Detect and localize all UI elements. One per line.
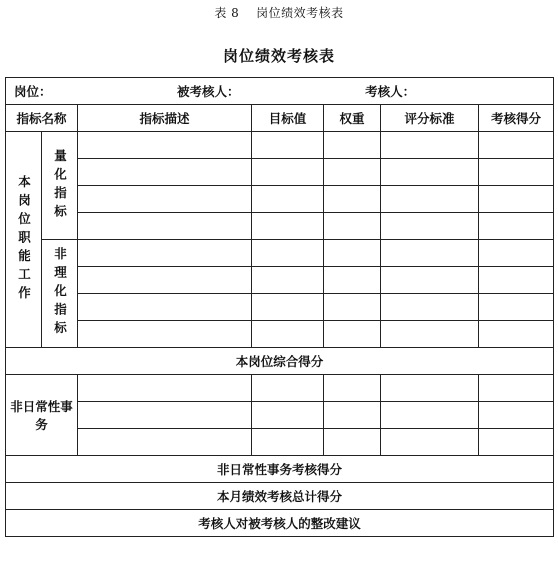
suggestion-label[interactable]: 考核人对被考核人的整改建议 <box>6 510 554 537</box>
group-main-label: 本岗位职能工作 <box>16 174 32 305</box>
table-row <box>6 402 554 429</box>
header-criteria: 评分标准 <box>381 105 479 132</box>
header-description: 指标描述 <box>78 105 252 132</box>
info-row <box>6 78 554 105</box>
entry-cell[interactable] <box>324 186 381 213</box>
header-row <box>6 105 554 132</box>
table-row <box>6 213 554 240</box>
entry-cell[interactable] <box>252 186 324 213</box>
entry-cell[interactable] <box>252 267 324 294</box>
entry-cell[interactable] <box>479 159 554 186</box>
entry-cell[interactable] <box>381 132 479 159</box>
entry-cell[interactable] <box>381 402 479 429</box>
entry-cell[interactable] <box>479 375 554 402</box>
suggestion-row <box>6 510 554 537</box>
entry-cell[interactable] <box>381 375 479 402</box>
nonroutine-total-label: 非日常性事务考核得分 <box>6 456 554 483</box>
entry-cell[interactable] <box>252 375 324 402</box>
entry-cell[interactable] <box>78 186 252 213</box>
entry-cell[interactable] <box>252 213 324 240</box>
table-row <box>6 132 554 159</box>
entry-cell[interactable] <box>324 213 381 240</box>
info-cell <box>6 78 554 105</box>
table-row <box>6 429 554 456</box>
entry-cell[interactable] <box>324 159 381 186</box>
sub-quant-label: 量化指标 <box>52 148 68 223</box>
post-total-row <box>6 348 554 375</box>
entry-cell[interactable] <box>381 159 479 186</box>
entry-cell[interactable] <box>479 132 554 159</box>
entry-cell[interactable] <box>252 240 324 267</box>
entry-cell[interactable] <box>78 375 252 402</box>
entry-cell[interactable] <box>479 321 554 348</box>
entry-cell[interactable] <box>381 294 479 321</box>
entry-cell[interactable] <box>252 132 324 159</box>
entry-cell[interactable] <box>252 429 324 456</box>
entry-cell[interactable] <box>252 294 324 321</box>
entry-cell[interactable] <box>324 321 381 348</box>
entry-cell[interactable] <box>252 321 324 348</box>
performance-assessment-table <box>5 77 554 537</box>
entry-cell[interactable] <box>324 402 381 429</box>
entry-cell[interactable] <box>78 267 252 294</box>
entry-cell[interactable] <box>381 213 479 240</box>
entry-cell[interactable] <box>479 240 554 267</box>
entry-cell[interactable] <box>324 240 381 267</box>
table-row <box>6 159 554 186</box>
month-total-row <box>6 483 554 510</box>
post-total-label: 本岗位综合得分 <box>6 348 554 375</box>
table-row <box>6 267 554 294</box>
assessee-label: 被考核人： <box>177 84 240 99</box>
entry-cell[interactable] <box>324 132 381 159</box>
form-title: 岗位绩效考核表 <box>222 47 335 65</box>
table-row <box>6 321 554 348</box>
entry-cell[interactable] <box>78 429 252 456</box>
entry-cell[interactable] <box>324 429 381 456</box>
entry-cell[interactable] <box>78 294 252 321</box>
entry-cell[interactable] <box>78 159 252 186</box>
entry-cell[interactable] <box>324 375 381 402</box>
header-indicator-name: 指标名称 <box>6 105 78 132</box>
nonroutine-total-row <box>6 456 554 483</box>
entry-cell[interactable] <box>479 294 554 321</box>
sub-nonquant-cell <box>42 240 78 348</box>
table-row <box>6 240 554 267</box>
entry-cell[interactable] <box>381 429 479 456</box>
header-score: 考核得分 <box>479 105 554 132</box>
table-caption: 表 8 岗位绩效考核表 <box>214 6 344 20</box>
table-row <box>6 186 554 213</box>
entry-cell[interactable] <box>324 267 381 294</box>
entry-cell[interactable] <box>78 402 252 429</box>
entry-cell[interactable] <box>252 402 324 429</box>
post-label: 岗位： <box>14 84 52 99</box>
group-main-cell <box>6 132 42 348</box>
entry-cell[interactable] <box>381 267 479 294</box>
month-total-label: 本月绩效考核总计得分 <box>6 483 554 510</box>
header-target: 目标值 <box>252 105 324 132</box>
entry-cell[interactable] <box>479 402 554 429</box>
sub-quant-cell <box>42 132 78 240</box>
entry-cell[interactable] <box>324 294 381 321</box>
entry-cell[interactable] <box>78 240 252 267</box>
entry-cell[interactable] <box>78 321 252 348</box>
entry-cell[interactable] <box>381 240 479 267</box>
table-row <box>6 375 554 402</box>
nonroutine-group-label: 非日常性事务 <box>6 375 78 456</box>
header-weight: 权重 <box>324 105 381 132</box>
table-row <box>6 294 554 321</box>
entry-cell[interactable] <box>479 213 554 240</box>
entry-cell[interactable] <box>479 267 554 294</box>
entry-cell[interactable] <box>479 186 554 213</box>
entry-cell[interactable] <box>78 213 252 240</box>
sub-nonquant-label: 非理化指标 <box>52 247 68 340</box>
assessor-label: 考核人： <box>365 84 416 99</box>
entry-cell[interactable] <box>252 159 324 186</box>
entry-cell[interactable] <box>381 321 479 348</box>
entry-cell[interactable] <box>78 132 252 159</box>
entry-cell[interactable] <box>479 429 554 456</box>
entry-cell[interactable] <box>381 186 479 213</box>
